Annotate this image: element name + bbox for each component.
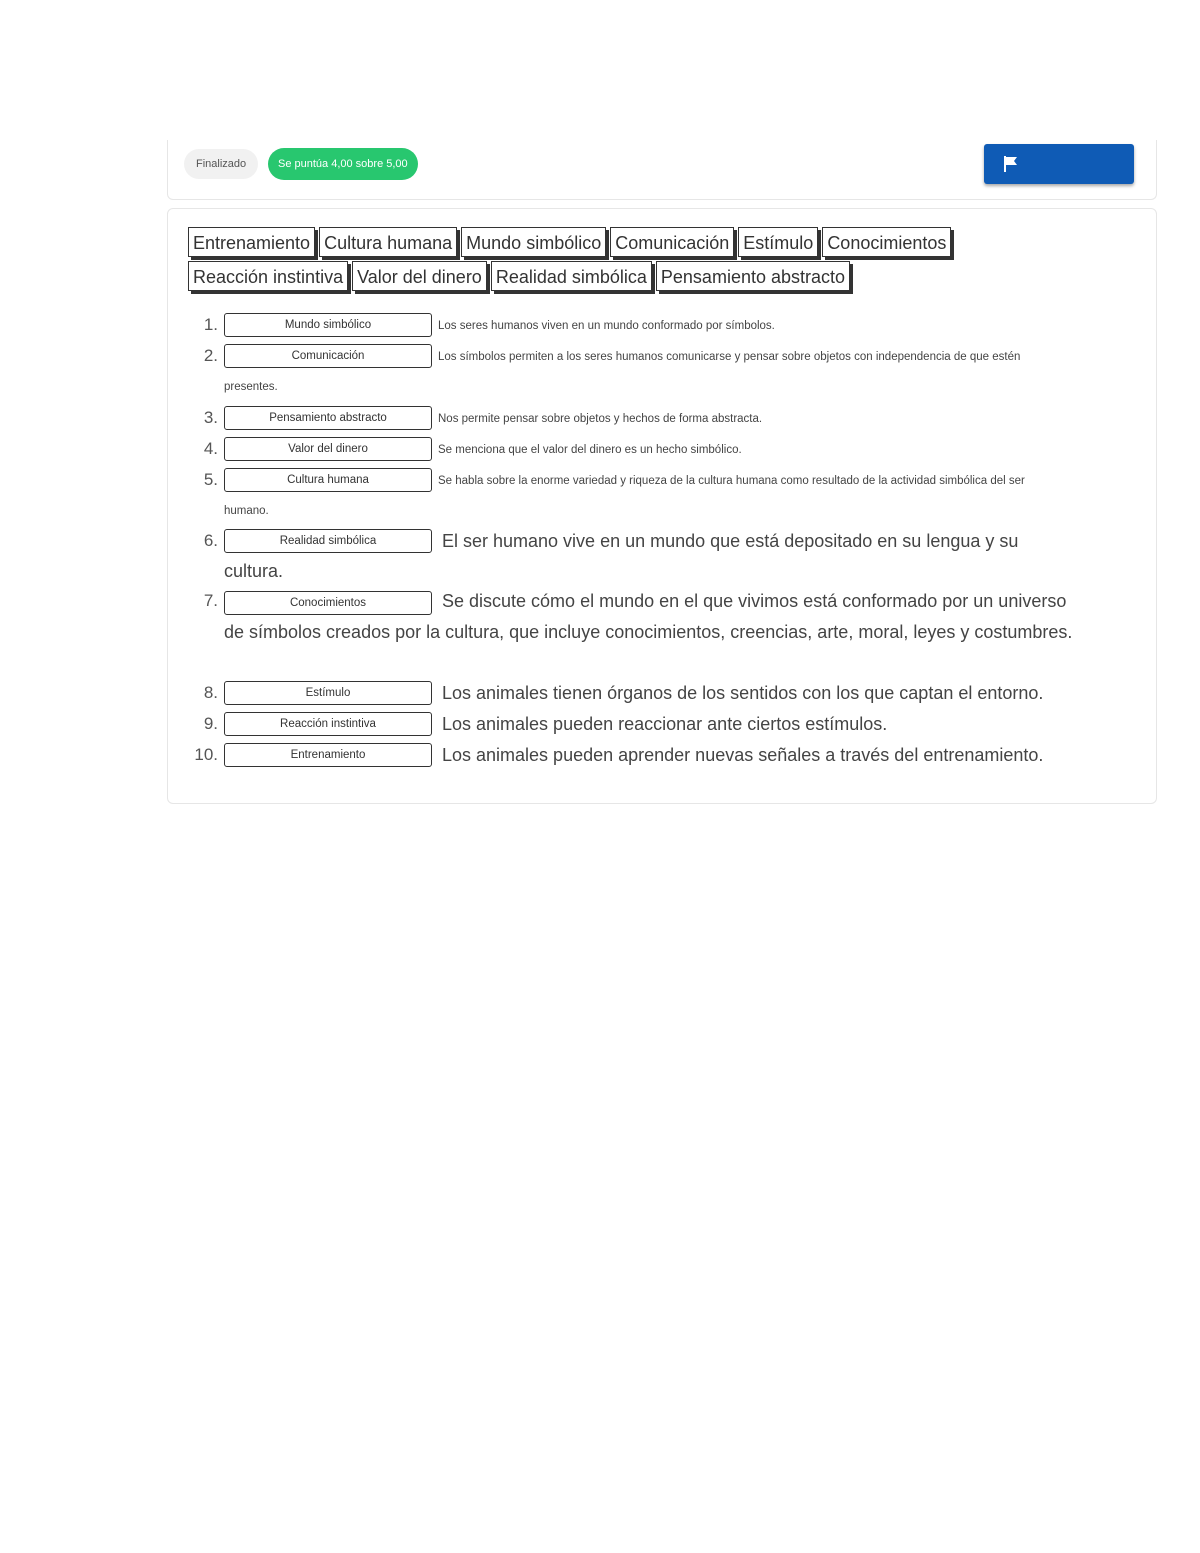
answer-dropzone[interactable]: Cultura humana bbox=[224, 468, 432, 492]
answer-dropzone[interactable]: Reacción instintiva bbox=[224, 712, 432, 736]
item-number: 5. bbox=[203, 470, 218, 489]
drag-chip[interactable]: Pensamiento abstracto bbox=[656, 261, 850, 291]
item-text: Nos permite pensar sobre objetos y hechos de forma abstracta. bbox=[438, 413, 763, 425]
flag-icon bbox=[1004, 156, 1018, 172]
item-text-continuation: humano. bbox=[224, 505, 269, 517]
answer-dropzone[interactable]: Realidad simbólica bbox=[224, 529, 432, 553]
drag-chip[interactable]: Entrenamiento bbox=[188, 227, 315, 257]
item-text: El ser humano vive en un mundo que está depositado en su lengua y su bbox=[442, 531, 1019, 551]
item-text: Los animales tienen órganos de los sentidos con los que captan el entorno. bbox=[442, 683, 1044, 703]
question-status-header bbox=[167, 140, 1157, 200]
drag-chip[interactable]: Conocimientos bbox=[822, 227, 951, 257]
answer-dropzone[interactable]: Comunicación bbox=[224, 344, 432, 368]
answer-dropzone[interactable]: Pensamiento abstracto bbox=[224, 406, 432, 430]
answer-dropzone[interactable]: Mundo simbólico bbox=[224, 313, 432, 337]
drag-chip[interactable]: Estímulo bbox=[738, 227, 818, 257]
drag-chip[interactable]: Mundo simbólico bbox=[461, 227, 606, 257]
drag-chip[interactable]: Valor del dinero bbox=[352, 261, 487, 291]
item-number: 10. bbox=[194, 745, 218, 764]
item-number: 4. bbox=[203, 439, 218, 458]
answer-dropzone[interactable]: Entrenamiento bbox=[224, 743, 432, 767]
item-number: 7. bbox=[203, 591, 218, 610]
answer-dropzone[interactable]: Conocimientos bbox=[224, 591, 432, 615]
item-text: Los símbolos permiten a los seres humanos comunicarse y pensar sobre objetos con independencia de que estén bbox=[438, 351, 1021, 363]
drag-chip[interactable]: Cultura humana bbox=[319, 227, 457, 257]
item-number: 9. bbox=[203, 714, 218, 733]
score-badge: Se puntúa 4,00 sobre 5,00 bbox=[268, 148, 418, 180]
flag-question-button[interactable] bbox=[984, 144, 1134, 184]
drag-options bbox=[188, 227, 1088, 295]
drag-chip[interactable]: Comunicación bbox=[610, 227, 734, 257]
answer-dropzone[interactable]: Valor del dinero bbox=[224, 437, 432, 461]
item-text: Los animales pueden reaccionar ante ciertos estímulos. bbox=[442, 714, 888, 734]
item-number: 3. bbox=[203, 408, 218, 427]
question-content bbox=[167, 208, 1157, 804]
answer-dropzone[interactable]: Estímulo bbox=[224, 681, 432, 705]
item-number: 2. bbox=[203, 346, 218, 365]
item-number: 8. bbox=[203, 683, 218, 702]
drag-chip[interactable]: Realidad simbólica bbox=[491, 261, 652, 291]
item-text-continuation: presentes. bbox=[224, 381, 278, 393]
item-number: 1. bbox=[203, 315, 218, 334]
item-text: Los animales pueden aprender nuevas señales a través del entrenamiento. bbox=[442, 745, 1044, 765]
item-text-continuation: cultura. bbox=[224, 561, 284, 581]
item-text: Se discute cómo el mundo en el que vivimos está conformado por un universo bbox=[442, 591, 1067, 611]
item-text-continuation: de símbolos creados por la cultura, que incluye conocimientos, creencias, arte, moral, leyes y costumbres. bbox=[224, 622, 1073, 642]
item-text: Se habla sobre la enorme variedad y riqueza de la cultura humana como resultado de la actividad simbólica del ser bbox=[438, 475, 1025, 487]
state-badge: Finalizado bbox=[184, 149, 258, 179]
item-text: Se menciona que el valor del dinero es un hecho simbólico. bbox=[438, 444, 742, 456]
item-text: Los seres humanos viven en un mundo conformado por símbolos. bbox=[438, 320, 775, 332]
drag-chip[interactable]: Reacción instintiva bbox=[188, 261, 348, 291]
item-number: 6. bbox=[203, 531, 218, 550]
